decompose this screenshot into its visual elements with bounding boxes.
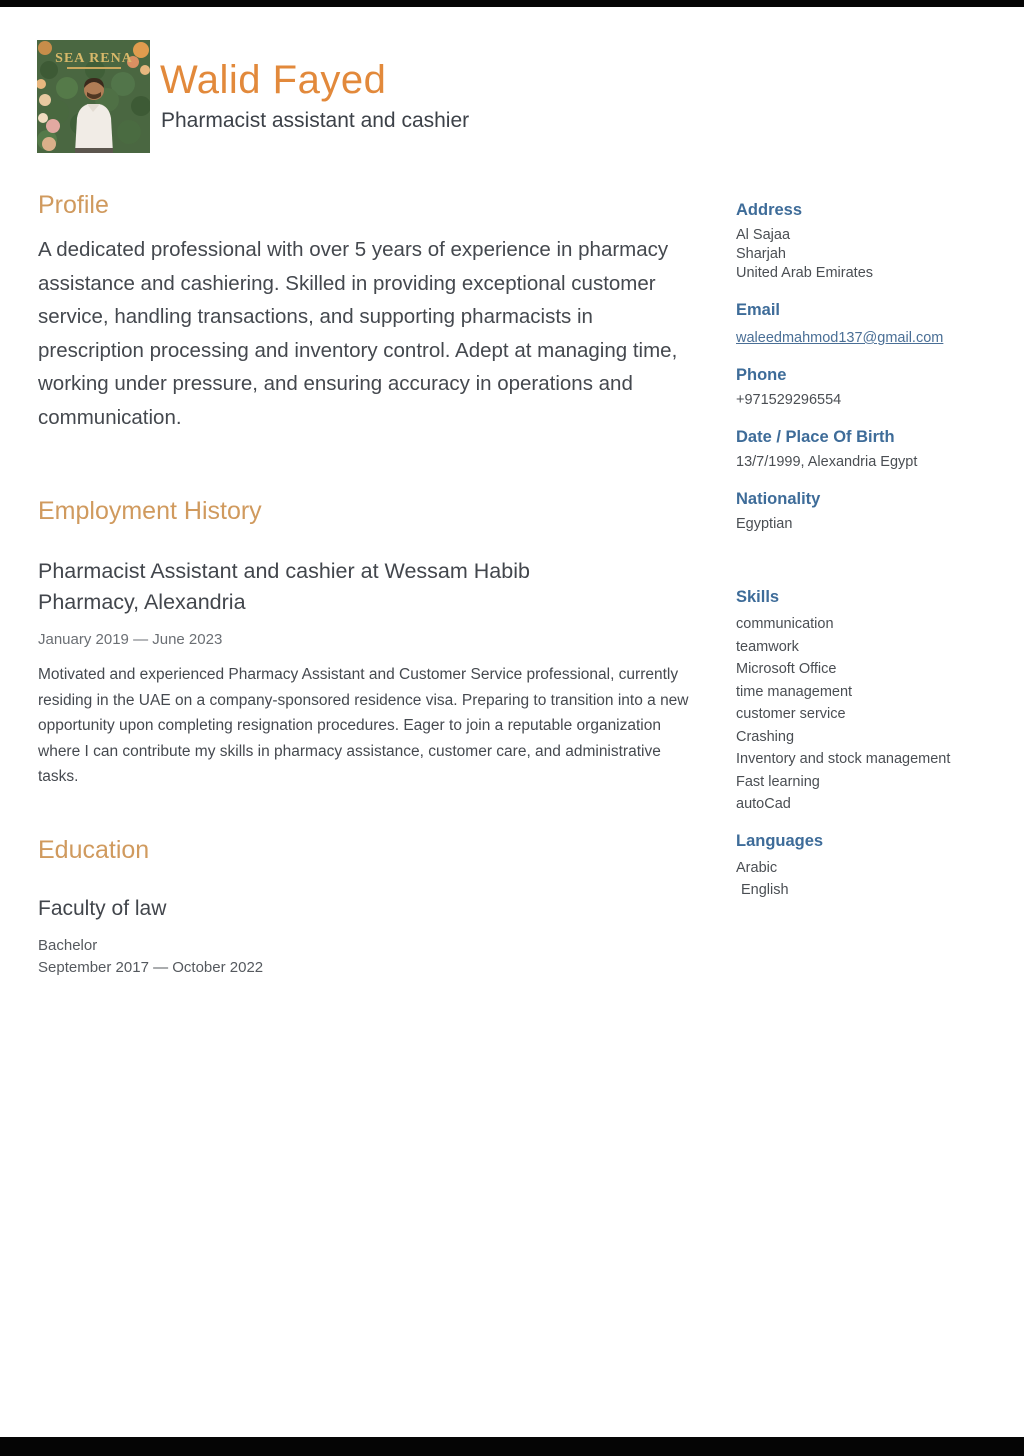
skill-item: Microsoft Office: [736, 661, 837, 677]
birth-heading: Date / Place Of Birth: [736, 428, 895, 446]
candidate-title: Pharmacist assistant and cashier: [161, 109, 470, 132]
employment-section-heading: Employment History: [38, 497, 262, 525]
address-line: Al Sajaa: [736, 227, 791, 243]
skill-item: teamwork: [736, 638, 799, 655]
language-item: English: [741, 881, 789, 898]
email-group: [736, 300, 986, 348]
email-heading: Email: [736, 301, 781, 319]
nationality-group: [736, 489, 986, 534]
skills-group: [736, 587, 986, 816]
photo-sign-text: SEA RENA: [55, 51, 133, 66]
education-school: Faculty of law: [38, 896, 167, 920]
address-heading: Address: [736, 201, 803, 219]
top-black-bar: [0, 0, 1024, 7]
languages-heading: Languages: [736, 831, 824, 850]
header: [160, 56, 469, 134]
education-section-heading: Education: [38, 835, 150, 864]
phone-group: [736, 365, 986, 410]
skills-list: [736, 613, 986, 816]
skill-item: Fast learning: [736, 773, 820, 790]
address-line: United Arab Emirates: [736, 265, 874, 281]
phone-heading: Phone: [736, 366, 787, 384]
skill-item: Inventory and stock management: [736, 751, 951, 767]
education-dates: September 2017 — October 2022: [38, 958, 264, 976]
email-link[interactable]: waleedmahmod137@gmail.com: [736, 330, 944, 346]
nationality-heading: Nationality: [736, 490, 821, 508]
skill-item: Crashing: [736, 728, 795, 745]
profile-photo: [37, 40, 150, 153]
skill-item: communication: [736, 616, 834, 632]
skill-item: time management: [736, 683, 853, 700]
job-description: Motivated and experienced Pharmacy Assistant and Customer Service professional, currently residing in the UAE on a company-sponsored residence visa. Preparing to transition into a new opportunity upon completing resignation procedures. Eager to join a reputable organization where I can contribute my skills in pharmacy assistance, customer care, and administrative tasks.: [38, 666, 689, 785]
main-column: [38, 190, 696, 979]
address-group: [736, 200, 986, 283]
language-item: Arabic: [736, 859, 778, 876]
nationality-value: Egyptian: [736, 516, 793, 532]
birth-value: 13/7/1999, Alexandria Egypt: [736, 454, 918, 470]
skills-heading: Skills: [736, 588, 780, 606]
profile-summary-text: A dedicated professional with over 5 years of experience in pharmacy assistance and cashiering. Skilled in providing exceptional customer service, handling transactions, and supporting pharmacists in prescription processing and inventory control. Adept at managing time, working under pressure, and ensuring accuracy in operations and communication.: [38, 238, 678, 429]
languages-list: [736, 857, 986, 901]
birth-group: [736, 427, 986, 472]
profile-photo-image: [37, 40, 150, 153]
profile-section-heading: Profile: [38, 191, 109, 219]
phone-value: +971529296554: [736, 392, 842, 408]
languages-group: [736, 831, 986, 901]
skill-item: customer service: [736, 706, 846, 722]
candidate-name: Walid Fayed: [160, 58, 387, 102]
job-dates: January 2019 — June 2023: [38, 631, 223, 648]
address-line: Sharjah: [736, 246, 786, 262]
job-title: Pharmacist Assistant and cashier at Wessam Habib Pharmacy, Alexandria: [38, 559, 530, 614]
details-sidebar: [736, 200, 986, 901]
skill-item: autoCad: [736, 796, 791, 812]
bottom-black-bar: [0, 1437, 1024, 1456]
education-degree: Bachelor: [38, 936, 98, 954]
